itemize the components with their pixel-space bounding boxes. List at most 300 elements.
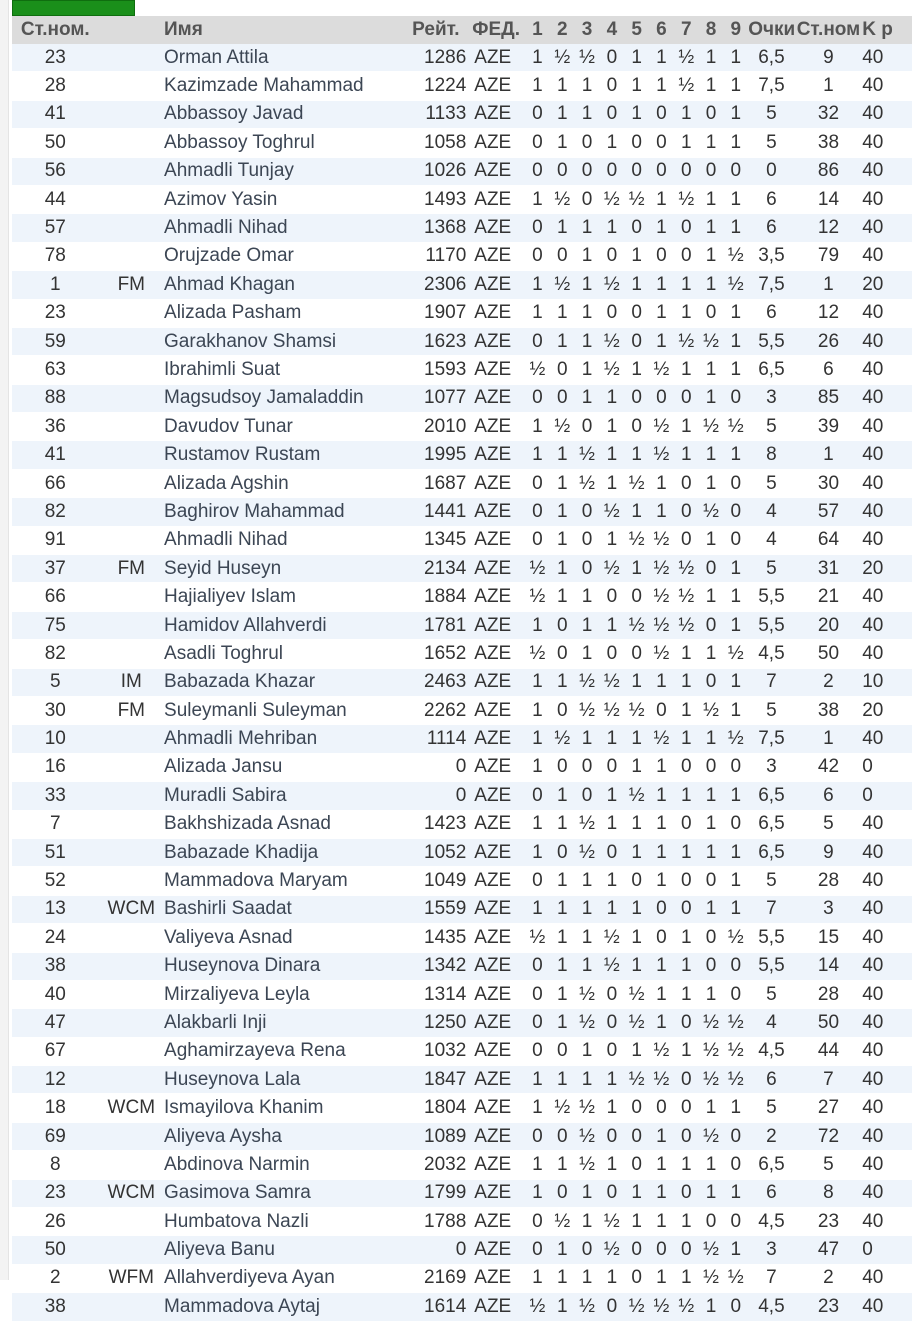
round-result-cell: 0 xyxy=(624,1094,649,1122)
federation-cell: AZE xyxy=(472,1066,525,1094)
table-row xyxy=(12,725,912,753)
round-result-cell: 0 xyxy=(723,526,748,554)
round-result-cell: ½ xyxy=(649,611,674,639)
round-result-cell: 1 xyxy=(624,924,649,952)
rank-cell: 23 xyxy=(795,1208,863,1236)
k-factor-cell: 40 xyxy=(862,214,912,242)
round-result-cell: 0 xyxy=(575,1236,600,1264)
round-result-cell: 1 xyxy=(550,980,575,1008)
round-result-cell: 1 xyxy=(525,1264,550,1292)
rank-cell: 2 xyxy=(795,668,863,696)
k-factor-cell: 40 xyxy=(862,299,912,327)
header-round-8[interactable]: 8 xyxy=(699,16,724,44)
rating-cell: 1052 xyxy=(399,838,472,866)
round-result-cell: 1 xyxy=(575,100,600,128)
rating-cell: 1687 xyxy=(399,469,472,497)
table-row xyxy=(12,1122,912,1150)
round-result-cell: 1 xyxy=(699,526,724,554)
round-result-cell: 1 xyxy=(525,838,550,866)
round-result-cell: 1 xyxy=(599,469,624,497)
player-name-link[interactable]: Aliyeva Banu xyxy=(164,1236,399,1264)
rank-cell: 28 xyxy=(795,867,863,895)
round-result-cell: 1 xyxy=(550,526,575,554)
round-result-cell: 1 xyxy=(624,1037,649,1065)
round-result-cell: ½ xyxy=(525,640,550,668)
round-result-cell: 0 xyxy=(674,1094,699,1122)
round-result-cell: 1 xyxy=(674,725,699,753)
round-result-cell: 1 xyxy=(550,810,575,838)
start-number-cell: 2 xyxy=(12,1264,99,1292)
player-name-link[interactable]: Babazade Khadija xyxy=(164,838,399,866)
player-name-link[interactable]: Orujzade Omar xyxy=(164,242,399,270)
round-result-cell: ½ xyxy=(649,356,674,384)
round-result-cell: 1 xyxy=(649,838,674,866)
round-result-cell: 0 xyxy=(674,1009,699,1037)
start-number-cell: 8 xyxy=(12,1151,99,1179)
player-name-link[interactable]: Seyid Huseyn xyxy=(164,555,399,583)
player-name-link[interactable]: Suleymanli Suleyman xyxy=(164,696,399,724)
round-result-cell: ½ xyxy=(599,1236,624,1264)
federation-cell: AZE xyxy=(472,1236,525,1264)
k-factor-cell: 20 xyxy=(862,555,912,583)
header-rank[interactable]: Ст.ном xyxy=(795,16,863,44)
start-number-cell: 36 xyxy=(12,413,99,441)
round-result-cell: ½ xyxy=(674,1293,699,1321)
round-result-cell: 0 xyxy=(624,1236,649,1264)
rating-cell: 1250 xyxy=(399,1009,472,1037)
federation-cell: AZE xyxy=(472,640,525,668)
header-round-3[interactable]: 3 xyxy=(575,16,600,44)
k-factor-cell: 40 xyxy=(862,1066,912,1094)
title-cell: FM xyxy=(99,555,164,583)
round-result-cell: 0 xyxy=(599,1293,624,1321)
player-name-link[interactable]: Mirzaliyeva Leyla xyxy=(164,980,399,1008)
rating-cell: 1026 xyxy=(399,157,472,185)
start-number-cell: 67 xyxy=(12,1037,99,1065)
round-result-cell: 0 xyxy=(699,555,724,583)
title-cell xyxy=(99,980,164,1008)
rank-cell: 7 xyxy=(795,1066,863,1094)
round-result-cell: 1 xyxy=(699,214,724,242)
table-row xyxy=(12,214,912,242)
title-cell xyxy=(99,1293,164,1321)
player-name-link[interactable]: Huseynova Lala xyxy=(164,1066,399,1094)
round-result-cell: 1 xyxy=(674,1208,699,1236)
title-cell xyxy=(99,157,164,185)
player-name-link[interactable]: Aliyeva Aysha xyxy=(164,1122,399,1150)
points-cell: 7,5 xyxy=(748,271,794,299)
round-result-cell: ½ xyxy=(699,1037,724,1065)
player-name-link[interactable]: Ibrahimli Suat xyxy=(164,356,399,384)
round-result-cell: 1 xyxy=(674,1264,699,1292)
player-name-link[interactable]: Ahmadli Tunjay xyxy=(164,157,399,185)
player-name-link[interactable]: Ahmadli Nihad xyxy=(164,526,399,554)
table-header-row xyxy=(12,16,912,44)
start-number-cell: 10 xyxy=(12,725,99,753)
federation-cell: AZE xyxy=(472,271,525,299)
round-result-cell: 1 xyxy=(649,498,674,526)
federation-cell: AZE xyxy=(472,441,525,469)
round-result-cell: ½ xyxy=(699,1009,724,1037)
round-result-cell: ½ xyxy=(674,611,699,639)
round-result-cell: ½ xyxy=(599,327,624,355)
round-result-cell: 1 xyxy=(550,299,575,327)
points-cell: 4 xyxy=(748,1009,794,1037)
player-name-link[interactable]: Ahmadli Nihad xyxy=(164,214,399,242)
table-row xyxy=(12,1236,912,1264)
points-cell: 7,5 xyxy=(748,725,794,753)
points-cell: 7,5 xyxy=(748,72,794,100)
federation-cell: AZE xyxy=(472,555,525,583)
round-result-cell: 1 xyxy=(550,100,575,128)
player-name-link[interactable]: Alizada Agshin xyxy=(164,469,399,497)
points-cell: 6,5 xyxy=(748,810,794,838)
round-result-cell: 1 xyxy=(699,129,724,157)
round-result-cell: 0 xyxy=(575,753,600,781)
round-result-cell: 1 xyxy=(674,413,699,441)
rating-cell: 1593 xyxy=(399,356,472,384)
round-result-cell: ½ xyxy=(599,185,624,213)
player-name-link[interactable]: Bashirli Saadat xyxy=(164,895,399,923)
player-name-link[interactable]: Davudov Tunar xyxy=(164,413,399,441)
round-result-cell: 1 xyxy=(599,413,624,441)
round-result-cell: 1 xyxy=(525,1094,550,1122)
start-number-cell: 66 xyxy=(12,469,99,497)
rank-cell: 23 xyxy=(795,1293,863,1321)
round-result-cell: ½ xyxy=(599,696,624,724)
round-result-cell: 1 xyxy=(550,1236,575,1264)
round-result-cell: 1 xyxy=(674,782,699,810)
header-round-4[interactable]: 4 xyxy=(599,16,624,44)
round-result-cell: 1 xyxy=(575,327,600,355)
round-result-cell: 0 xyxy=(525,384,550,412)
start-number-cell: 13 xyxy=(12,895,99,923)
rank-cell: 79 xyxy=(795,242,863,270)
rank-cell: 86 xyxy=(795,157,863,185)
player-name-link[interactable]: Aghamirzayeva Rena xyxy=(164,1037,399,1065)
start-number-cell: 41 xyxy=(12,441,99,469)
round-result-cell: 1 xyxy=(599,441,624,469)
title-cell xyxy=(99,611,164,639)
start-number-cell: 52 xyxy=(12,867,99,895)
rating-cell: 1788 xyxy=(399,1208,472,1236)
player-name-link[interactable]: Orman Attila xyxy=(164,44,399,72)
player-name-link[interactable]: Alakbarli Inji xyxy=(164,1009,399,1037)
title-cell xyxy=(99,100,164,128)
round-result-cell: 1 xyxy=(649,782,674,810)
round-result-cell: 1 xyxy=(624,498,649,526)
rating-cell: 1614 xyxy=(399,1293,472,1321)
round-result-cell: 0 xyxy=(624,129,649,157)
title-cell xyxy=(99,526,164,554)
round-result-cell: 0 xyxy=(525,129,550,157)
round-result-cell: 1 xyxy=(624,668,649,696)
round-result-cell: ½ xyxy=(599,356,624,384)
player-name-link[interactable]: Allahverdiyeva Ayan xyxy=(164,1264,399,1292)
table-row xyxy=(12,356,912,384)
start-number-cell: 63 xyxy=(12,356,99,384)
round-result-cell: 1 xyxy=(599,867,624,895)
k-factor-cell: 40 xyxy=(862,157,912,185)
rank-cell: 38 xyxy=(795,696,863,724)
player-name-link[interactable]: Bakhshizada Asnad xyxy=(164,810,399,838)
round-result-cell: ½ xyxy=(575,1293,600,1321)
round-result-cell: 1 xyxy=(624,441,649,469)
round-result-cell: 1 xyxy=(649,980,674,1008)
round-result-cell: 1 xyxy=(674,100,699,128)
player-name-link[interactable]: Valiyeva Asnad xyxy=(164,924,399,952)
round-result-cell: 0 xyxy=(525,1236,550,1264)
header-round-7[interactable]: 7 xyxy=(674,16,699,44)
round-result-cell: 1 xyxy=(575,299,600,327)
table-row xyxy=(12,384,912,412)
start-number-cell: 47 xyxy=(12,1009,99,1037)
round-result-cell: 1 xyxy=(575,271,600,299)
round-result-cell: 1 xyxy=(525,44,550,72)
k-factor-cell: 40 xyxy=(862,1122,912,1150)
player-name-link[interactable]: Babazada Khazar xyxy=(164,668,399,696)
rating-cell: 1342 xyxy=(399,952,472,980)
round-result-cell: 0 xyxy=(575,555,600,583)
start-number-cell: 38 xyxy=(12,952,99,980)
player-name-link[interactable]: Mammadova Aytaj xyxy=(164,1293,399,1321)
round-result-cell: 1 xyxy=(525,1151,550,1179)
title-cell xyxy=(99,185,164,213)
round-result-cell: 0 xyxy=(649,100,674,128)
federation-cell: AZE xyxy=(472,242,525,270)
rating-cell: 1847 xyxy=(399,1066,472,1094)
round-result-cell: 1 xyxy=(723,1094,748,1122)
round-result-cell: 1 xyxy=(575,72,600,100)
green-tab-button[interactable] xyxy=(12,0,135,16)
round-result-cell: 1 xyxy=(649,271,674,299)
rank-cell: 27 xyxy=(795,1094,863,1122)
round-result-cell: 1 xyxy=(624,1208,649,1236)
table-row xyxy=(12,413,912,441)
table-row xyxy=(12,1293,912,1321)
player-name-link[interactable]: Mammadova Maryam xyxy=(164,867,399,895)
points-cell: 5 xyxy=(748,413,794,441)
header-round-6[interactable]: 6 xyxy=(649,16,674,44)
round-result-cell: 0 xyxy=(624,413,649,441)
round-result-cell: ½ xyxy=(575,1122,600,1150)
player-name-link[interactable]: Kazimzade Mahammad xyxy=(164,72,399,100)
federation-cell: AZE xyxy=(472,1208,525,1236)
table-row xyxy=(12,271,912,299)
round-result-cell: 1 xyxy=(723,129,748,157)
player-name-link[interactable]: Alizada Pasham xyxy=(164,299,399,327)
player-name-link[interactable]: Abbassoy Javad xyxy=(164,100,399,128)
round-result-cell: 0 xyxy=(649,157,674,185)
round-result-cell: 0 xyxy=(550,1179,575,1207)
table-row xyxy=(12,441,912,469)
federation-cell: AZE xyxy=(472,753,525,781)
round-result-cell: 1 xyxy=(550,782,575,810)
points-cell: 4,5 xyxy=(748,1208,794,1236)
round-result-cell: 1 xyxy=(624,44,649,72)
player-name-link[interactable]: Huseynova Dinara xyxy=(164,952,399,980)
rating-cell: 1049 xyxy=(399,867,472,895)
rating-cell: 1032 xyxy=(399,1037,472,1065)
rank-cell: 20 xyxy=(795,611,863,639)
header-round-1[interactable]: 1 xyxy=(525,16,550,44)
round-result-cell: 0 xyxy=(624,1264,649,1292)
round-result-cell: ½ xyxy=(525,356,550,384)
header-round-5[interactable]: 5 xyxy=(624,16,649,44)
title-cell xyxy=(99,413,164,441)
player-name-link[interactable]: Hajialiyev Islam xyxy=(164,583,399,611)
table-row xyxy=(12,838,912,866)
player-name-link[interactable]: Alizada Jansu xyxy=(164,753,399,781)
k-factor-cell: 40 xyxy=(862,924,912,952)
federation-cell: AZE xyxy=(472,100,525,128)
round-result-cell: 1 xyxy=(649,1122,674,1150)
player-name-link[interactable]: Ahmadli Mehriban xyxy=(164,725,399,753)
round-result-cell: 0 xyxy=(599,1037,624,1065)
round-result-cell: 0 xyxy=(723,1293,748,1321)
round-result-cell: 0 xyxy=(723,384,748,412)
start-number-cell: 33 xyxy=(12,782,99,810)
header-round-9[interactable]: 9 xyxy=(723,16,748,44)
round-result-cell: 1 xyxy=(649,1179,674,1207)
k-factor-cell: 40 xyxy=(862,980,912,1008)
header-points[interactable]: Очки xyxy=(748,16,794,44)
title-cell xyxy=(99,867,164,895)
round-result-cell: 0 xyxy=(525,100,550,128)
start-number-cell: 59 xyxy=(12,327,99,355)
round-result-cell: 1 xyxy=(550,555,575,583)
player-name-link[interactable]: Rustamov Rustam xyxy=(164,441,399,469)
round-result-cell: 1 xyxy=(575,611,600,639)
round-result-cell: 1 xyxy=(599,895,624,923)
round-result-cell: 1 xyxy=(525,1179,550,1207)
header-start-number[interactable]: Ст.ном. xyxy=(12,16,99,44)
rating-cell: 2032 xyxy=(399,1151,472,1179)
header-round-2[interactable]: 2 xyxy=(550,16,575,44)
round-result-cell: 1 xyxy=(550,498,575,526)
round-result-cell: 0 xyxy=(599,753,624,781)
k-factor-cell: 40 xyxy=(862,356,912,384)
title-cell: FM xyxy=(99,271,164,299)
round-result-cell: ½ xyxy=(599,498,624,526)
player-name-link[interactable]: Humbatova Nazli xyxy=(164,1208,399,1236)
round-result-cell: 0 xyxy=(624,640,649,668)
round-result-cell: 1 xyxy=(575,583,600,611)
player-name-link[interactable]: Asadli Toghrul xyxy=(164,640,399,668)
player-name-link[interactable]: Abbassoy Toghrul xyxy=(164,129,399,157)
round-result-cell: 1 xyxy=(699,356,724,384)
header-federation[interactable]: ФЕД. xyxy=(472,16,525,44)
round-result-cell: 1 xyxy=(649,185,674,213)
rank-cell: 50 xyxy=(795,1009,863,1037)
round-result-cell: ½ xyxy=(699,327,724,355)
points-cell: 5 xyxy=(748,129,794,157)
round-result-cell: 1 xyxy=(674,980,699,1008)
round-result-cell: 1 xyxy=(550,1151,575,1179)
federation-cell: AZE xyxy=(472,413,525,441)
player-name-link[interactable]: Magsudsoy Jamaladdin xyxy=(164,384,399,412)
left-edge-strip xyxy=(0,0,9,1280)
federation-cell: AZE xyxy=(472,469,525,497)
round-result-cell: 1 xyxy=(575,356,600,384)
round-result-cell: 1 xyxy=(649,44,674,72)
points-cell: 6,5 xyxy=(748,838,794,866)
round-result-cell: 0 xyxy=(599,1179,624,1207)
rating-cell: 1884 xyxy=(399,583,472,611)
table-row xyxy=(12,1066,912,1094)
round-result-cell: 1 xyxy=(575,924,600,952)
player-name-link[interactable]: Ahmad Khagan xyxy=(164,271,399,299)
header-name[interactable]: Имя xyxy=(164,16,399,44)
player-name-link[interactable]: Azimov Yasin xyxy=(164,185,399,213)
round-result-cell: 1 xyxy=(649,1009,674,1037)
k-factor-cell: 40 xyxy=(862,810,912,838)
round-result-cell: ½ xyxy=(723,1264,748,1292)
player-name-link[interactable]: Abdinova Narmin xyxy=(164,1151,399,1179)
round-result-cell: ½ xyxy=(525,555,550,583)
player-name-link[interactable]: Baghirov Mahammad xyxy=(164,498,399,526)
federation-cell: AZE xyxy=(472,1179,525,1207)
round-result-cell: 1 xyxy=(575,242,600,270)
table-row xyxy=(12,299,912,327)
round-result-cell: 1 xyxy=(624,242,649,270)
round-result-cell: 0 xyxy=(723,1208,748,1236)
round-result-cell: 1 xyxy=(723,185,748,213)
table-row xyxy=(12,1037,912,1065)
header-title[interactable] xyxy=(99,16,164,44)
header-rating[interactable]: Рейт. xyxy=(399,16,472,44)
k-factor-cell: 40 xyxy=(862,441,912,469)
player-name-link[interactable]: Hamidov Allahverdi xyxy=(164,611,399,639)
round-result-cell: 1 xyxy=(550,924,575,952)
rating-cell: 1652 xyxy=(399,640,472,668)
rank-cell: 64 xyxy=(795,526,863,554)
round-result-cell: 0 xyxy=(649,895,674,923)
round-result-cell: ½ xyxy=(575,44,600,72)
title-cell xyxy=(99,242,164,270)
round-result-cell: 1 xyxy=(624,72,649,100)
round-result-cell: 1 xyxy=(649,299,674,327)
round-result-cell: ½ xyxy=(550,44,575,72)
title-cell xyxy=(99,782,164,810)
round-result-cell: ½ xyxy=(550,271,575,299)
round-result-cell: 0 xyxy=(723,498,748,526)
round-result-cell: 1 xyxy=(550,327,575,355)
round-result-cell: 1 xyxy=(575,640,600,668)
player-name-link[interactable]: Muradli Sabira xyxy=(164,782,399,810)
round-result-cell: 1 xyxy=(699,1151,724,1179)
round-result-cell: 0 xyxy=(674,753,699,781)
header-k-factor[interactable]: K р xyxy=(862,16,912,44)
round-result-cell: 0 xyxy=(674,895,699,923)
round-result-cell: ½ xyxy=(649,555,674,583)
table-row xyxy=(12,952,912,980)
player-name-link[interactable]: Garakhanov Shamsi xyxy=(164,327,399,355)
table-row xyxy=(12,526,912,554)
k-factor-cell: 20 xyxy=(862,271,912,299)
k-factor-cell: 40 xyxy=(862,1208,912,1236)
points-cell: 5,5 xyxy=(748,924,794,952)
rating-cell: 2010 xyxy=(399,413,472,441)
points-cell: 5 xyxy=(748,1094,794,1122)
round-result-cell: 1 xyxy=(624,356,649,384)
round-result-cell: 0 xyxy=(599,980,624,1008)
round-result-cell: 1 xyxy=(723,72,748,100)
player-name-link[interactable]: Gasimova Samra xyxy=(164,1179,399,1207)
start-number-cell: 23 xyxy=(12,299,99,327)
player-name-link[interactable]: Ismayilova Khanim xyxy=(164,1094,399,1122)
round-result-cell: 0 xyxy=(550,1122,575,1150)
